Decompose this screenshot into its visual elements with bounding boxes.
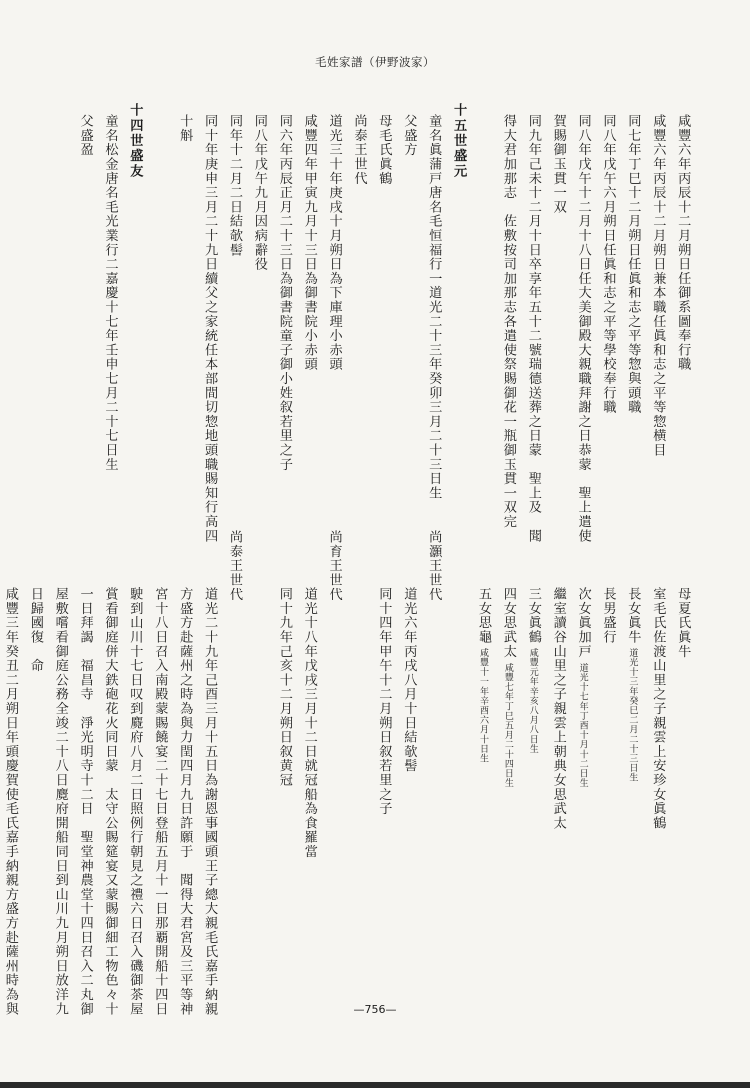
entry-text: 次女眞加戸 (575, 587, 591, 659)
text-column (651, 587, 664, 830)
text-column (4, 587, 17, 1016)
entry-text: 道光六年丙戌八月十日結欹髻 (401, 587, 417, 773)
text-column: 同八年戊午十二月十八日任大美御殿大親職拜謝之日恭蒙 聖上遣使 (575, 114, 591, 543)
text-column (502, 587, 515, 787)
text-column (576, 587, 589, 787)
text-column (54, 587, 67, 1016)
text-column (327, 530, 340, 602)
entry-text: 長女眞牛 (625, 587, 641, 645)
entry-text: 同十四年甲午十二月朔日叙若里之子 (376, 587, 392, 816)
text-column: 同年十二月二日結欹髻 (227, 114, 242, 257)
entry-text: 四女思武太 (500, 587, 516, 659)
entry-text: 尚泰王世代 (227, 530, 242, 602)
text-column (552, 587, 565, 830)
text-column (153, 587, 166, 1016)
text-column (427, 530, 440, 602)
text-column: 得大君加那志 佐敷按司加那志各遣使祭賜御花一瓶御玉貫一双完 (500, 114, 516, 529)
generation-heading: 十四世盛友 (127, 103, 143, 179)
birth-date-note: 咸豐十一年辛酉六月十日生 (478, 648, 488, 764)
entry-text: 咸豐三年癸丑二月朔日年頭慶賀使毛氏嘉手納親方盛方赴薩州時為與 (2, 587, 18, 1016)
entry-text: 母夏氏眞牛 (675, 587, 691, 659)
text-column: 童名眞蒲戸唐名毛恒福行一道光二十三年癸卯三月二十三日生 (426, 114, 442, 501)
text-column: 同八年戊午九月因病辭役 (251, 114, 267, 272)
entry-text: 室毛氏佐渡山里之子親雲上安珍女眞鶴 (650, 587, 666, 831)
text-column: 父盛方 (401, 114, 417, 157)
text-column (601, 587, 614, 644)
entry-text: 駛到山川十七日叹到麑府八月二日照例行朝見之禮六日召入磯御茶屋 (127, 587, 143, 1016)
text-column (103, 587, 116, 1016)
text-column: 母毛氏眞鶴 (376, 114, 392, 186)
text-column (676, 587, 689, 659)
birth-date-note: 咸豐元年辛亥八月八日生 (527, 648, 538, 754)
text-column (477, 587, 490, 763)
entry-text: 宮十八日召入南殿蒙賜饒宴二十七日登船五月十一日那覇開船十四日 (152, 587, 168, 1016)
entry-text: 繼室讀谷山里之子親雲上朝典女思武太 (550, 587, 566, 831)
text-column (78, 587, 91, 1016)
text-column (278, 587, 291, 787)
entry-text: 日歸國復 命 (27, 587, 43, 673)
birth-date-note: 道光十七年丁酉十月十二日生 (577, 662, 588, 788)
text-column: 咸豐六年丙辰十二月朔日兼本職任眞和志之平等惣横目 (650, 114, 666, 458)
text-column: 童名松金唐名毛光業行二嘉慶十七年壬申七月二十七日生 (102, 114, 118, 472)
text-column (29, 587, 42, 673)
text-column: 道光三十年庚戌十月朔日為下庫理小赤頭 (326, 114, 342, 372)
text-column (626, 587, 639, 783)
text-column (228, 530, 241, 602)
text-column: 賀賜御玉貫一双 (550, 114, 566, 215)
text-column: 同十年庚申三月二十九日續父之家統任本部間切惣地頭職賜知行高四 (202, 114, 218, 543)
text-column: 同八年戊午六月朔日任眞和志之平等學校奉行職 (600, 114, 616, 415)
text-column: 十斛 (177, 114, 193, 143)
birth-date-note: 咸豐七年丁巳五月二十四日生 (502, 662, 513, 788)
entry-text: 長男盛行 (600, 587, 616, 645)
text-column (178, 587, 191, 1016)
text-column: 同六年丙辰正月二十三日為御書院童子御小姓叙若里之子 (276, 114, 292, 472)
entry-text: 三女眞鶴 (525, 587, 541, 645)
entry-text: 五女思龜 (476, 587, 491, 645)
text-column: 尚泰王世代 (351, 114, 367, 186)
entry-text: 道光十八年戊戌三月十二日就冠船為食羅當 (301, 587, 317, 859)
text-column (128, 587, 141, 1016)
text-column (203, 587, 216, 1016)
entry-text: 賞看御庭併大鉄砲花火同日蒙 太守公賜筵宴又蒙賜御細工物色々十 (102, 587, 118, 1016)
text-column: 同九年己未十二月十日卒享年五十二號瑞德送葬之日蒙 聖上及 聞 (525, 114, 541, 543)
entry-text: 尚灝王世代 (426, 530, 442, 602)
entry-text: 同十九年己亥十二月朔日叙黄冠 (276, 587, 292, 788)
page-number: —756— (353, 1003, 397, 1016)
text-column: 咸豐六年丙辰十二月朔日任御系圖奉行職 (675, 114, 691, 372)
birth-date-note: 道光十三年癸巳二月二十三日生 (627, 648, 638, 783)
entry-text: 道光二十九年己酉三月十五日為謝恩事國頭王子總大親毛氏嘉手納親 (202, 587, 218, 1016)
entry-text: 方盛方赴薩州之時為與力閏四月九日許願于 聞得大君宮及三平等神 (177, 587, 193, 1016)
running-head: 毛姓家譜（伊野波家） (315, 55, 435, 69)
text-column (402, 587, 415, 773)
entry-text: 尚育王世代 (326, 530, 342, 602)
text-column: 同七年丁巳十二月朔日任眞和志之平等惣與頭職 (625, 114, 641, 415)
text-column: 咸豐四年甲寅九月十三日為御書院小赤頭 (301, 114, 317, 372)
text-column (527, 587, 540, 754)
entry-text: 一日拜謁 福昌寺 淨光明寺十二日 聖堂神農堂十四日召入二丸御 (77, 587, 93, 1016)
text-column (303, 587, 316, 859)
page-edge-shadow (0, 1082, 750, 1088)
text-column (377, 587, 390, 816)
generation-heading: 十五世盛元 (451, 103, 467, 179)
entry-text: 屋敷嚐看御庭公務全竣二十八日麑府開船同日到山川九月朔日放洋九 (52, 587, 68, 1016)
text-column: 父盛盈 (77, 114, 93, 157)
